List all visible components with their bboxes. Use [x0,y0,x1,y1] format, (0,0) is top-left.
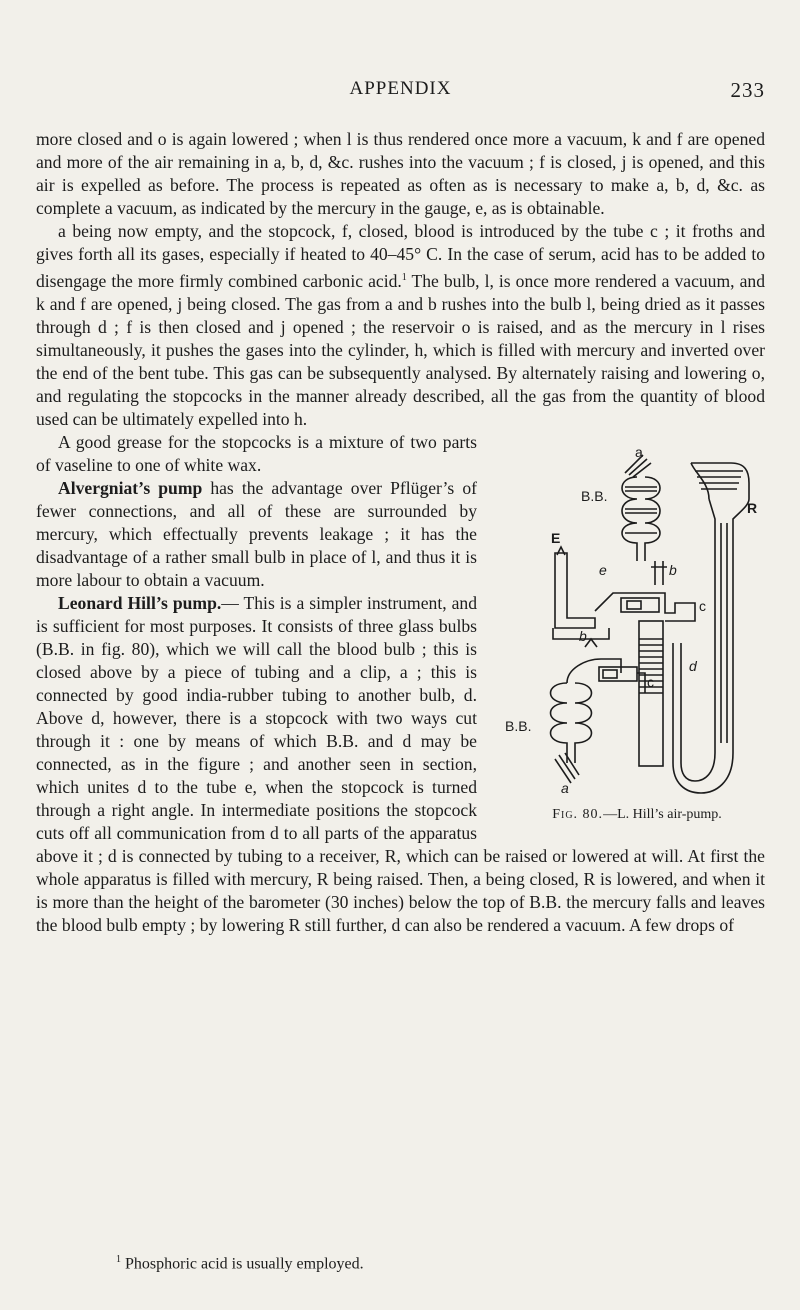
paragraph-5-text: — This is a simpler instrument, and is sufficient for most purposes. It consists of three glass bulbs (B.B. in fig. 80), which we will call the blood bulb ; this is closed above by a piece of tubing and a clip, a ; this is connected by good india-rubber tubing to another bulb, d. Above d, however, there is a stopcock with two ways cut through it : one by means of which B.B. and d may be connected, as in the figure ; and another seen in section, which unites d to the tube e, when the stopcock is turned through a right angle. In intermediate positions the stopcock cuts off all communication from d to all parts of the apparatus above it ; d is connected by tubing to a receiver, R, which can be raised or lowered at will. At first the whole apparatus is filled with mercury, R being raised. Then, a being closed, R is lowered, and when it is more than the height of the barometer (30 inches) below the top of B.B. the mercury falls and leaves the blood bulb empty ; by lowering R still further, d can also be rendered a vacuum. A few drops of [36,592,765,935]
body-text [36,128,765,937]
label-c-lower: c [647,673,654,690]
figure-caption [507,803,767,826]
label-a-top: a [635,443,643,460]
label-b-upper: b [669,561,677,578]
footnote-marker: 1 [116,1254,121,1265]
running-header [36,78,765,104]
figure-80 [495,443,765,825]
label-a-lower: a [561,779,569,796]
caption-text: —L. Hill’s air-pump. [603,806,722,822]
paragraph-3: A good grease for the stopcocks is a mixture of two parts of vaseline to one of white wax. [36,431,477,475]
paragraph-1: more closed and o is again lowered ; when l is thus rendered once more a vacuum, k and f are opened and more of the air remaining in a, b, d, &c. rushes into the vacuum ; f is closed, j is opened, and this air is expelled as before. The process is repeated as often as is necessary to make a, b, d, &c. as complete a vacuum, as indicated by the mercury in the gauge, e, as is obtainable. [36,129,765,218]
label-bb-top: B.B. [581,487,608,504]
footnote-ref: 1 [401,272,407,283]
air-pump-illustration [495,443,765,803]
label-c-upper: c [699,597,706,614]
hill-heading: Leonard Hill’s pump. [58,592,222,613]
alvergniat-heading: Alvergniat’s pump [58,477,203,498]
label-d: d [689,657,697,674]
footnote [36,1254,765,1273]
paragraph-2-part-b: The bulb, l, is once more rendered a vacuum, and k and f are opened, j being closed. The gas from a and b rushes into the bulb l, being dried as it passes through d ; f is then closed and j opened ; the reservoir o is raised, and as the mercury in l rises simultaneously, it pushes the gases into the cylinder, h, which is filled with mercury and inverted over the end of the bent tube. This gas can be subsequently analysed. By alternately raising and lowering o, and regulating the stopcocks in the manner already described, all the gas from the quantity of blood used can be ultimately expelled into h. [36,270,765,429]
label-r: R [747,499,758,516]
caption-prefix: Fig. 80. [552,806,604,822]
paragraph-2-part-a: a being now empty, and the stopcock, f, closed, blood is introduced by the tube c ; it froths and gives forth all its gases, especially if heated to 40–45° C. In the case of serum, acid has to be added to disengage the more firmly combined carbonic acid. [36,221,765,291]
label-bb-lower: B.B. [505,717,532,734]
label-b-lower: b [579,627,587,644]
label-e-small: e [599,561,607,578]
paragraph-4-text: has the advantage over Pflüger’s of fewer connections, and all of these are surrounded by mercury, which effectually prevents leakage ; it has the disadvantage of a rather small bulb in place of l, and thus it is more labour to obtain a vacuum. [36,477,477,590]
paragraph-2 [36,220,765,431]
label-e-cap: E [551,529,561,546]
running-title: APPENDIX [349,78,452,99]
footnote-text: Phosphoric acid is usually employed. [121,1255,364,1273]
page-number: 233 [730,78,765,102]
